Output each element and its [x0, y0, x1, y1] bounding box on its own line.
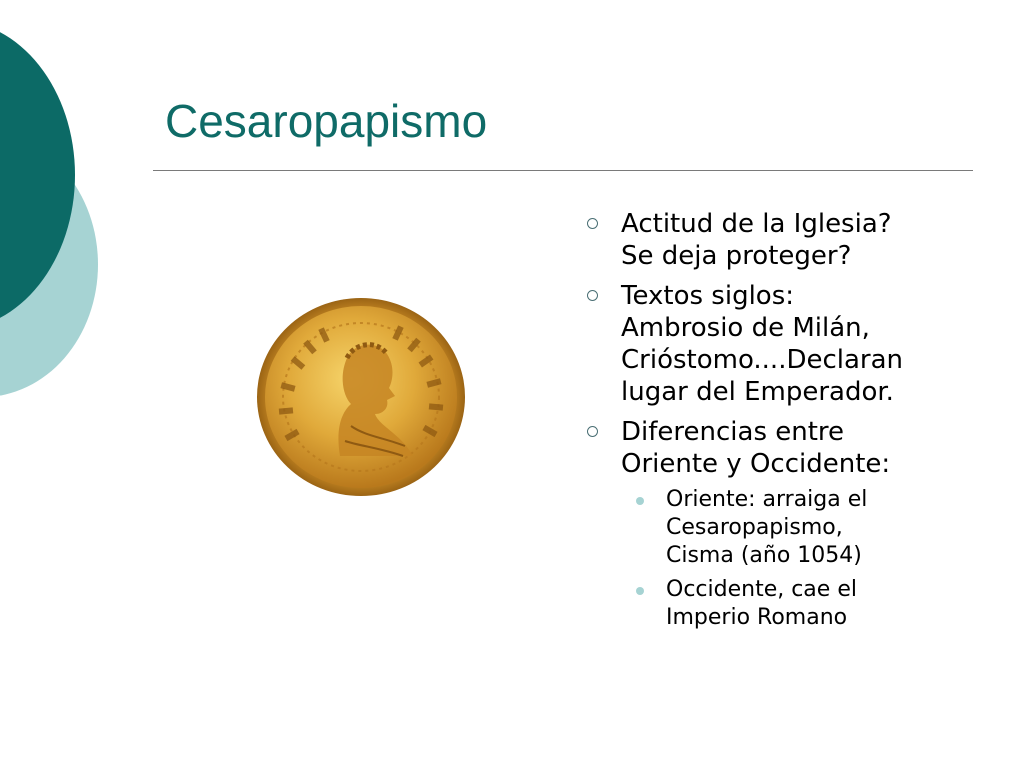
list-item-text: Se deja proteger? — [621, 241, 852, 271]
sub-bullet-list — [621, 486, 1005, 632]
list-item-text: Ambrosio de Milán, — [621, 313, 870, 343]
slide-title: Cesaropapismo — [165, 95, 488, 147]
list-item — [585, 416, 1005, 632]
gold-coin-image — [255, 296, 467, 498]
sub-list-item-text: Imperio Romano — [666, 605, 848, 630]
sub-list-item-text: Occidente, cae el — [666, 577, 857, 602]
sub-list-item-text: Cisma (año 1054) — [666, 543, 862, 568]
title-divider — [153, 170, 973, 171]
filled-dot-bullet-icon — [636, 587, 644, 595]
list-item-text: Crióstomo....Declaran — [621, 345, 904, 375]
filled-dot-bullet-icon — [636, 497, 644, 505]
hollow-circle-bullet-icon — [587, 426, 598, 437]
list-item — [585, 280, 1005, 408]
list-item-text: Diferencias entre — [621, 417, 845, 447]
list-item — [585, 208, 1005, 272]
hollow-circle-bullet-icon — [587, 218, 598, 229]
hollow-circle-bullet-icon — [587, 290, 598, 301]
list-item-text: Oriente y Occidente: — [621, 449, 891, 479]
sub-list-item-text: Cesaropapismo, — [666, 515, 843, 540]
list-item-text: lugar del Emperador. — [621, 377, 894, 407]
sub-list-item — [621, 486, 1005, 570]
list-item-text: Textos siglos: — [621, 281, 795, 311]
bullet-list — [585, 208, 1005, 640]
sub-list-item — [621, 576, 1005, 632]
sub-list-item-text: Oriente: arraiga el — [666, 487, 868, 512]
list-item-text: Actitud de la Iglesia? — [621, 209, 892, 239]
